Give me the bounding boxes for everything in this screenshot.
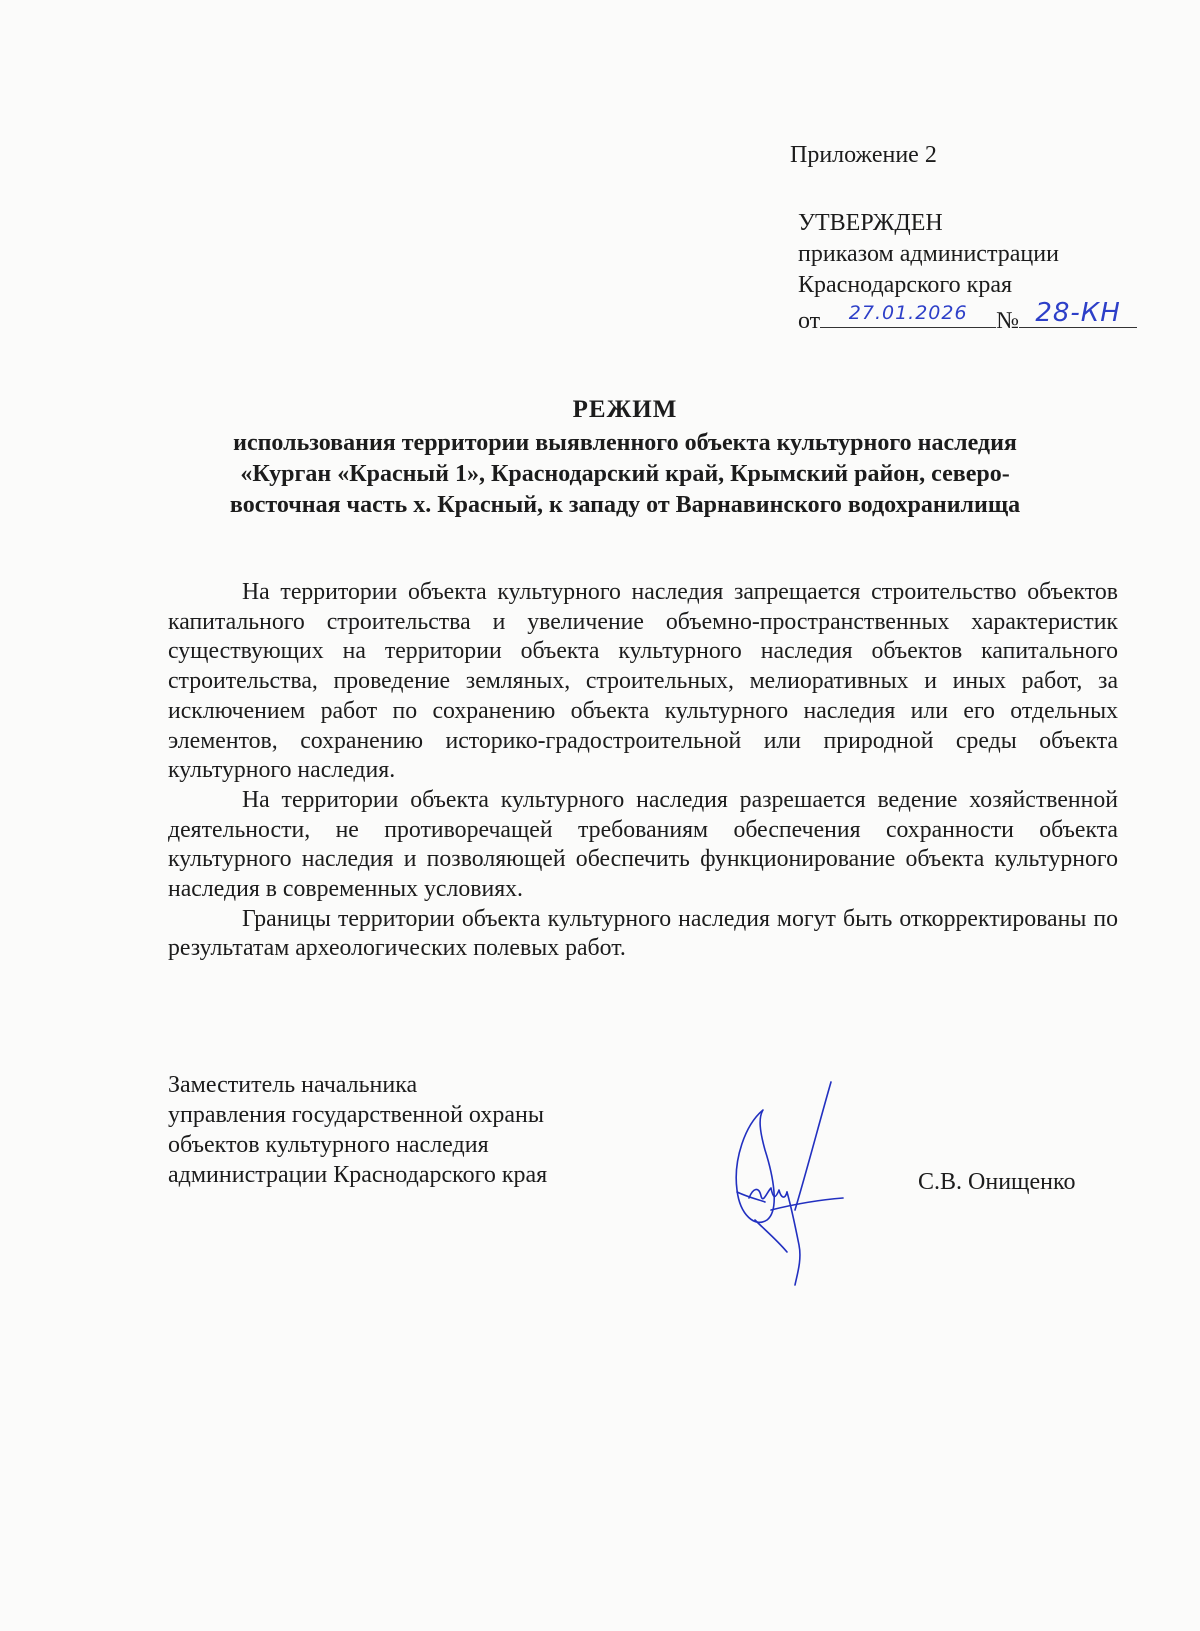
signer-name: С.В. Онищенко (918, 1169, 1076, 1195)
handwritten-date: 27.01.2026 (848, 302, 968, 324)
approval-date-line (798, 298, 1137, 337)
handwritten-number: 28-КН (1035, 298, 1121, 328)
appendix-label: Приложение 2 (790, 142, 937, 168)
title-main: РЕЖИМ (572, 396, 678, 423)
approval-line-1: приказом администрации (798, 241, 1059, 267)
document-body (168, 578, 1118, 964)
signer-line-3: объектов культурного наследия (168, 1132, 489, 1158)
title-line-3: восточная часть х. Красный, к западу от Варнавинского водохранилища (229, 492, 1021, 518)
number-field (1019, 298, 1137, 328)
signer-line-2: управления государственной охраны (168, 1102, 544, 1128)
date-prefix: от (798, 308, 821, 334)
paragraph-permissions: На территории объекта культурного наследия разрешается ведение хозяйственной деятельности, не противоречащей требованиям обеспечения сохранности объекта культурного наследия и позволяющей обеспечить функционирование объекта культурного наследия в современных условиях. (168, 786, 1118, 903)
handwritten-signature-icon (725, 1080, 865, 1290)
approval-block (798, 208, 1137, 337)
signer-line-1: Заместитель начальника (168, 1072, 418, 1098)
date-field (820, 301, 996, 328)
document-title (150, 394, 1100, 521)
signer-position (168, 1070, 547, 1190)
approval-status: УТВЕРЖДЕН (798, 210, 943, 236)
title-line-2: «Курган «Красный 1», Краснодарский край, Крымский район, северо- (240, 461, 1010, 487)
paragraph-prohibitions: На территории объекта культурного наследия запрещается строительство объектов капитального строительства и увеличение объемно-пространственных характеристик существующих на территории объекта культурного наследия объектов капитального строительства, проведение земляных, строительных, мелиоративных и иных работ, за исключением работ по сохранению объекта культурного наследия или его отдельных элементов, сохранению историко-градостроительной или природной среды объекта культурного наследия. (168, 579, 1118, 784)
paragraph-boundaries: Границы территории объекта культурного наследия могут быть откорректированы по результатам археологических полевых работ. (168, 905, 1118, 962)
signer-line-4: администрации Краснодарского края (168, 1162, 548, 1188)
number-sign: № (996, 308, 1020, 334)
title-line-1: использования территории выявленного объекта культурного наследия (233, 430, 1017, 456)
approval-line-2: Краснодарского края (798, 272, 1013, 298)
